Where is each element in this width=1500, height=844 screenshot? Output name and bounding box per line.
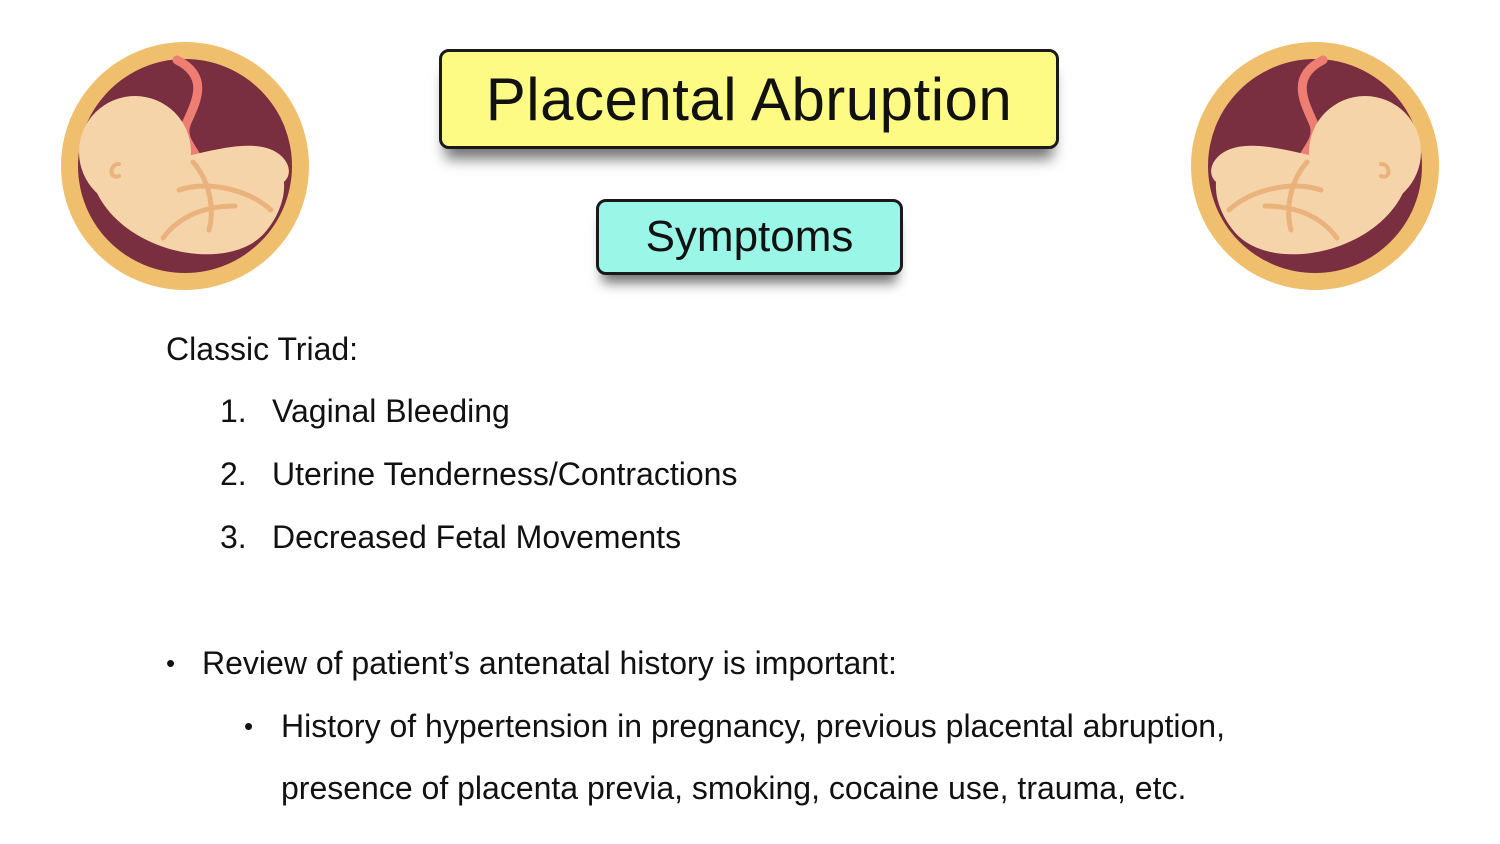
triad-item-text: Vaginal Bleeding: [272, 393, 510, 429]
bullet-glyph: •: [166, 648, 176, 678]
sub-bullet-text-line1: History of hypertension in pregnancy, previous placental abruption,: [281, 708, 1225, 744]
sub-bullet-glyph: •: [244, 711, 254, 741]
triad-item-number: 2.: [220, 456, 247, 492]
triad-item-text: Uterine Tenderness/Contractions: [272, 456, 738, 492]
slide-title: Placental Abruption: [439, 49, 1059, 149]
triad-item-number: 1.: [220, 393, 247, 429]
sub-bullet-text-line2: presence of placenta previa, smoking, cocaine use, trauma, etc.: [281, 770, 1187, 806]
triad-item-text: Decreased Fetal Movements: [272, 519, 682, 555]
triad-item-number: 3.: [220, 519, 247, 555]
fetus-in-womb-icon: [59, 40, 311, 292]
bullet-main-text: Review of patient’s antenatal history is important:: [202, 645, 897, 681]
triad-heading: Classic Triad:: [166, 331, 359, 367]
slide-subtitle: Symptoms: [596, 199, 903, 275]
fetus-in-womb-icon: [1189, 40, 1441, 292]
